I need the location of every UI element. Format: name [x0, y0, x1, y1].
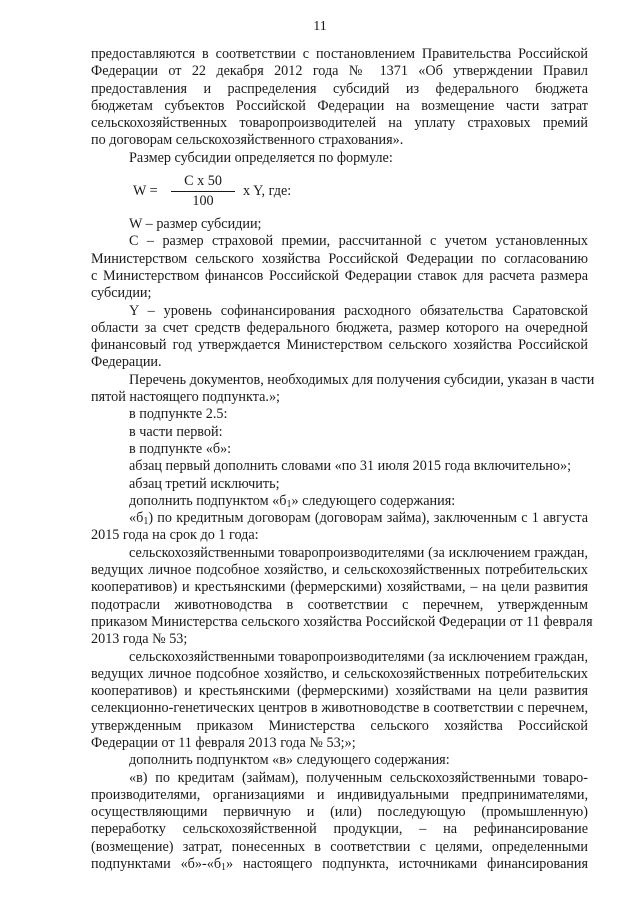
text-line — [91, 510, 588, 527]
text-line-content: подотрасли животноводства в соответствии с перечнем, утвержденным — [91, 596, 588, 613]
text-line-content: абзац третий исключить; — [129, 475, 280, 492]
text-line — [91, 804, 588, 821]
text-line — [91, 562, 588, 579]
text-line-content: предоставления и распределения субсидий из федерального бюджета — [91, 80, 588, 97]
text-line-content: Перечень документов, необходимых для получения субсидии, указан в части — [129, 371, 595, 388]
text-line — [91, 458, 588, 475]
text-line-content: в подпункте «б»: — [129, 440, 232, 457]
formula-numerator: C x 50 — [171, 173, 235, 192]
text-line-content: предоставляются в соответствии с постановлением Правительства Российской — [91, 46, 588, 62]
text-line — [91, 251, 588, 268]
text-line-content: сельскохозяйственных товаропроизводителей на уплату страховых премий — [91, 115, 588, 132]
text-line — [91, 770, 588, 787]
text-line — [91, 424, 588, 441]
text-line — [91, 631, 588, 648]
text-line-content: Министерством сельского хозяйства Российской Федерации по согласованию — [91, 250, 588, 267]
text-line — [91, 233, 588, 250]
subscript: 1 — [221, 862, 227, 874]
text-line-content: переработку сельскохозяйственной продукции, – на рефинансирование — [91, 821, 588, 838]
formula-fraction — [171, 173, 235, 211]
text-line-content: сельскохозяйственными товаропроизводителями (за исключением граждан, — [129, 648, 588, 665]
formula-denominator: 100 — [192, 193, 214, 210]
text-line — [91, 597, 588, 614]
text-line-content: осуществляющими первичную и (или) последующую (промышленную) — [91, 804, 588, 821]
text-line-content: Федерации от 11 февраля 2013 года № 53;»; — [91, 734, 356, 751]
text-line — [91, 476, 588, 493]
text-line — [91, 98, 588, 115]
subscript: 1 — [143, 516, 149, 528]
text-line-content: в части первой: — [129, 423, 223, 440]
text-line — [91, 371, 595, 389]
text-line — [91, 839, 588, 856]
text-line-content: производителями, организациями и индивидуальными предпринимателями, — [91, 786, 588, 803]
text-line — [91, 115, 588, 132]
text-line-content: (возмещение) затрат, понесенных в соответствии с целями, определенными — [91, 838, 588, 855]
text-line — [91, 406, 588, 423]
text-line-content: с Министерством финансов Российской Федерации ставок для расчета размера — [91, 267, 588, 284]
text-line-content: Федерации. — [91, 354, 162, 371]
formula-rhs: x Y, где: — [243, 183, 292, 200]
text-line-content: W – размер субсидии; — [129, 216, 262, 233]
text-line-content: в подпункте 2.5: — [129, 406, 228, 423]
text-line — [91, 81, 588, 98]
text-line-content: по договорам сельскохозяйственного страхования». — [91, 132, 404, 149]
text-block-main — [91, 216, 595, 874]
text-line-content: области за счет средств федерального бюджета, размер которого на очередной — [91, 319, 588, 336]
page-number: 11 — [313, 19, 327, 34]
text-line-content: Размер субсидии определяется по формуле: — [129, 149, 393, 166]
formula-lhs: W = — [133, 183, 158, 200]
text-line-content: С – размер страховой премии, рассчитанной с учетом установленных — [129, 233, 588, 250]
text-line-content: субсидии; — [91, 285, 152, 302]
text-line-content: «б — [129, 510, 144, 527]
text-line — [91, 268, 588, 285]
text-line-continuation: » настоящего подпункта, источниками финансирования — [226, 856, 589, 873]
text-line-content: Федерации от 22 декабря 2012 года № 1371 «Об утверждении Правил — [91, 63, 588, 80]
text-line-content: Y – уровень софинансирования расходного обязательства Саратовской — [129, 302, 588, 319]
text-line — [91, 46, 588, 63]
text-line — [91, 150, 588, 167]
text-line — [91, 856, 588, 873]
text-line — [91, 63, 588, 80]
text-line-continuation: » следующего содержания: — [291, 492, 456, 509]
text-line — [91, 718, 588, 735]
subscript: 1 — [286, 498, 292, 510]
text-line — [91, 527, 588, 544]
text-line — [91, 441, 588, 458]
text-line-content: 2015 года на срок до 1 года: — [91, 527, 259, 544]
text-line-content: кооперативов) и крестьянскими (фермерскими) хозяйствами на цели развития — [91, 683, 588, 700]
text-line-content: подпунктами «б»-«б — [91, 856, 222, 873]
text-line — [91, 216, 588, 233]
text-line-content: бюджетам субъектов Российской Федерации на возмещение части затрат — [91, 97, 588, 114]
text-line — [91, 389, 588, 406]
text-line-content: «в) по кредитам (займам), полученным сельскохозяйственными товаро- — [129, 769, 588, 786]
text-line — [91, 613, 593, 631]
text-line — [91, 285, 588, 302]
text-line-content: ведущих личное подсобное хозяйство, и сельскохозяйственных потребительских — [91, 562, 588, 579]
text-line-content: пятой настоящего подпункта.»; — [91, 389, 280, 406]
document-body — [91, 46, 595, 874]
text-line-content: приказом Министерства сельского хозяйства Российской Федерации от 11 февраля — [91, 613, 593, 630]
text-line — [91, 735, 588, 752]
text-line-content: сельскохозяйственными товаропроизводителями (за исключением граждан, — [129, 544, 588, 561]
text-line-content: дополнить подпунктом «б — [129, 492, 287, 509]
text-line — [91, 787, 588, 804]
text-line-continuation: ) по кредитным договорам (договорам займа), заключенным с 1 августа — [148, 510, 588, 527]
text-line-content: селекционно-генетических центров в животноводстве в соответствии с перечнем, — [91, 700, 588, 717]
text-line-content: кооперативов) и крестьянскими (фермерскими) хозяйствами, – на цели развития — [91, 579, 588, 596]
text-line — [91, 821, 588, 838]
text-line-content: ведущих личное подсобное хозяйство, и сельскохозяйственных потребительских — [91, 665, 588, 682]
text-line — [91, 303, 588, 320]
text-line-content: утвержденным приказом Министерства сельского хозяйства Российской — [91, 717, 588, 734]
text-line — [91, 666, 588, 683]
text-line — [91, 700, 588, 717]
text-block-intro — [91, 46, 588, 167]
text-line-content: абзац первый дополнить словами «по 31 июля 2015 года включительно»; — [129, 458, 572, 475]
text-line — [91, 683, 588, 700]
text-line — [91, 545, 588, 562]
text-line — [91, 337, 588, 354]
text-line — [91, 649, 588, 666]
text-line — [91, 752, 588, 769]
text-line — [91, 579, 588, 596]
text-line-content: финансовый год утверждается Министерством сельского хозяйства Российской — [91, 337, 588, 354]
subsidy-formula — [91, 173, 588, 213]
text-line-content: 2013 года № 53; — [91, 631, 188, 648]
text-line — [91, 320, 588, 337]
text-line — [91, 354, 588, 371]
text-line — [91, 493, 588, 510]
text-line-content: дополнить подпунктом «в» следующего содержания: — [129, 752, 450, 769]
text-line — [91, 132, 588, 149]
